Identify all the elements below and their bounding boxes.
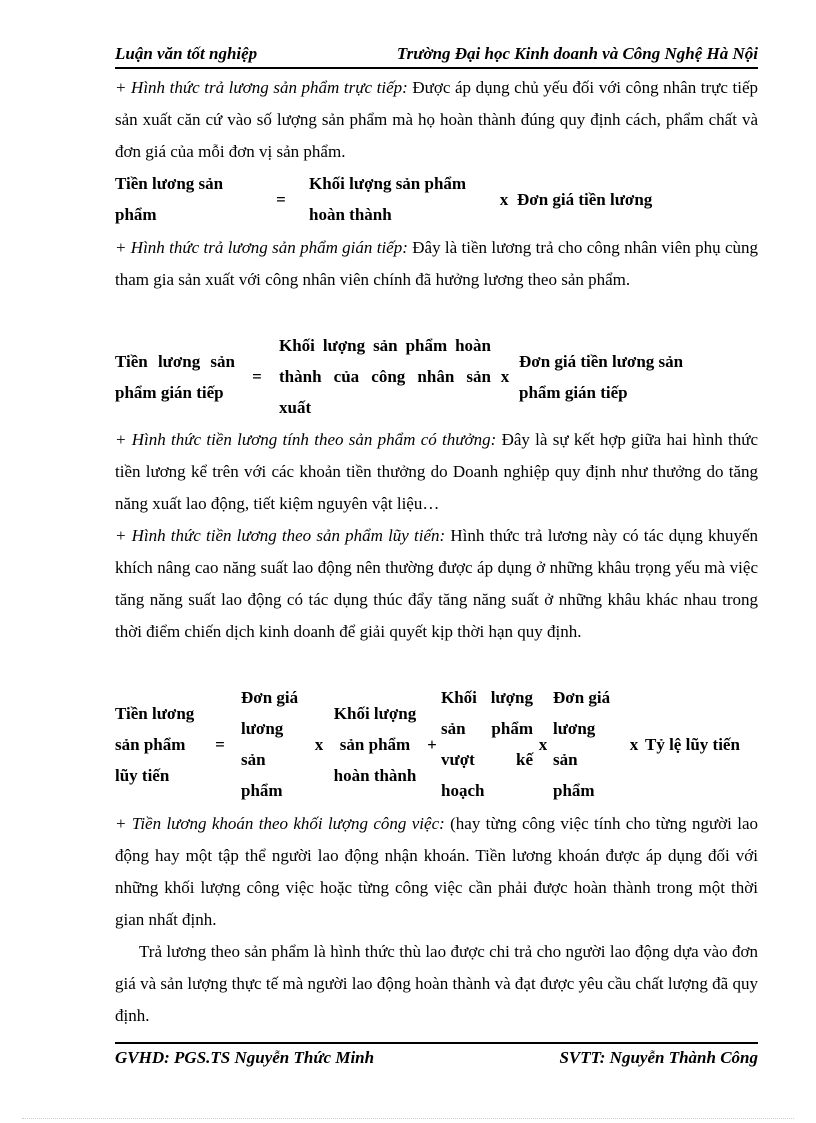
formula-term: Đơn giá lương sản phẩm (553, 688, 611, 800)
formula-direct-piece-rate (115, 168, 758, 230)
formula-multiply: x (499, 189, 509, 209)
formula-term: Tiền lương sản phẩm gián tiếp (115, 351, 235, 402)
paragraph-text: (hay từng công việc tính cho từng người lao động hay một tập thể người lao động nhận khoán. Tiền lương khoán được áp dụng đối với những khối lượng công việc hoặc từng công việc cần phải được hoàn thành trong một thời gian nhất định. (115, 814, 758, 929)
formula-term: Khối lượng sản phẩm hoàn thành của công nhân sản xuất (279, 336, 491, 417)
paragraph-text: Hình thức trả lương này có tác dụng khuyến khích nâng cao năng suất lao động nên thường được áp dụng ở những khâu trọng yếu mà việc tăng năng suất lao động có tác dụng thúc đẩy tăng năng suất ở những khâu khác nhau trong thời điểm chiến dịch kinh doanh để giải quyết kịp thời hạn quy định. (115, 526, 759, 641)
formula-equals: = (215, 734, 225, 754)
formula-term: Khối lượng sản phẩm hoàn thành (309, 174, 467, 224)
paragraph-text: Đây là tiền lương trả cho công nhân viên phụ cùng tham gia sản xuất với công nhân viên chính đã hưởng lương theo sản phẩm. (115, 238, 759, 289)
formula-plus: + (427, 734, 437, 754)
formula-multiply: x (538, 734, 548, 754)
bottom-dotted-divider (22, 1118, 794, 1119)
page-header (115, 44, 758, 69)
footer-supervisor: GVHD: PGS.TS Nguyễn Thức Minh (115, 1048, 375, 1067)
paragraph-bonus-piece-rate (115, 424, 758, 520)
formula-multiply: x (500, 367, 510, 386)
paragraph-progressive-piece-rate (115, 520, 758, 648)
paragraph-lead: + Hình thức tiền lương tính theo sản phẩm có thưởng: (115, 430, 497, 449)
header-thesis-label: Luận văn tốt nghiệp (115, 44, 258, 63)
formula-term: Tiền lương sản phẩm lũy tiến (115, 703, 195, 785)
footer-student: SVTT: Nguyễn Thành Công (559, 1048, 758, 1067)
page-footer (115, 1042, 758, 1068)
formula-term: Đơn giá tiền lương sản phẩm gián tiếp (519, 351, 684, 402)
header-university: Trường Đại học Kinh doanh và Công Nghệ Hà Nội (396, 44, 758, 63)
formula-multiply: x (314, 734, 324, 754)
formula-term: Đơn giá tiền lương (517, 189, 653, 209)
paragraph-indirect-piece-rate (115, 232, 758, 296)
formula-term: Khối lượng sản phẩm vượt kế hoạch (441, 688, 533, 800)
paragraph-direct-piece-rate (115, 72, 758, 168)
paragraph-lead: + Hình thức trả lương sản phẩm trực tiếp: (115, 78, 408, 97)
paragraph-lead: + Hình thức tiền lương theo sản phẩm lũy tiến: (115, 526, 446, 545)
formula-equals: = (252, 367, 262, 386)
formula-equals: = (276, 189, 286, 209)
formula-multiply: x (629, 734, 639, 754)
paragraph-conclusion (115, 936, 758, 1032)
paragraph-text: Được áp dụng chủ yếu đối với công nhân trực tiếp sản xuất căn cứ vào số lượng sản phẩm mà họ hoàn thành đúng quy định cách, phẩm chất và đơn giá của mỗi đơn vị sản phẩm. (115, 78, 759, 161)
formula-term: Tỷ lệ lũy tiến (645, 734, 740, 754)
paragraph-text: Đây là sự kết hợp giữa hai hình thức tiền lương kể trên với các khoản tiền thưởng do Doanh nghiệp quy định như thưởng do tăng năng xuất lao động, tiết kiệm nguyên vật liệu… (115, 430, 758, 513)
paragraph-lead: + Tiền lương khoán theo khối lượng công việc: (115, 814, 445, 833)
formula-term: Đơn giá lương sản phẩm (241, 688, 299, 800)
conclusion-text: Trả lương theo sản phẩm là hình thức thù lao được chi trả cho người lao động dựa vào đơn giá và sản lượng thực tế mà người lao động hoàn thành và đạt được yêu cầu chất lượng đã quy định. (115, 942, 758, 1025)
paragraph-job-contract-pay (115, 808, 758, 936)
formula-indirect-piece-rate (115, 330, 758, 423)
formula-term: Khối lượng sản phẩm hoàn thành (333, 703, 417, 785)
formula-term: Tiền lương sản phẩm (115, 174, 224, 224)
paragraph-lead: + Hình thức trả lương sản phẩm gián tiếp: (115, 238, 408, 257)
formula-progressive-piece-rate (115, 682, 758, 806)
